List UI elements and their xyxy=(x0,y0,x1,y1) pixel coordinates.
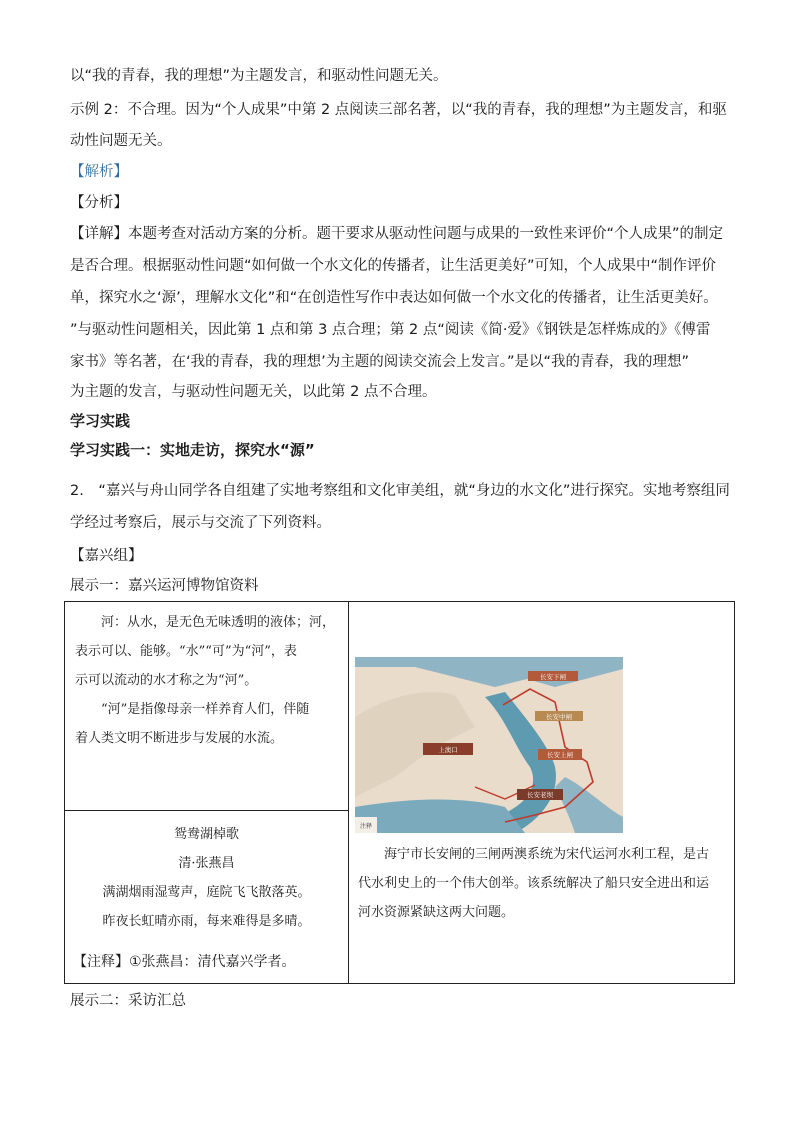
poem-author: 清·张燕昌 xyxy=(178,856,235,871)
detail-line-6: 为主题的发言，与驱动性问题无关，以此第 2 点不合理。 xyxy=(70,384,437,400)
intro-line-3: 动性问题无关。 xyxy=(70,133,172,149)
section-title: 学习实践 xyxy=(70,412,131,430)
poem-note: 【注释】①张燕昌：清代嘉兴学者。 xyxy=(73,954,296,970)
map-corner-label: 注释 xyxy=(359,823,373,830)
map-label: 长安上闸 xyxy=(547,751,573,759)
detail-line-3: 单，探究水之‘源’，理解水文化”和“在创造性写作中表达如何做一个水文化的传播者，让生活更美好。 xyxy=(70,290,718,306)
poem xyxy=(65,820,348,936)
jiexi-label: 【解析】 xyxy=(70,164,128,180)
map-label: 长安中闸 xyxy=(546,713,572,721)
he-line: 河：从水，是无色无味透明的液体；河， xyxy=(75,615,336,630)
question-2-line-1: 2. “嘉兴与舟山同学各自组建了实地考察组和文化审美组，就“身边的水文化”进行探究。实地考察组同 xyxy=(70,483,730,499)
map-label: 长安下闸 xyxy=(540,673,566,681)
group-label: 【嘉兴组】 xyxy=(70,548,143,564)
detail-line-2: 是否合理。根据驱动性问题“如何做一个水文化的传播者，让生活更美好”可知，个人成果中“制作评价 xyxy=(70,258,717,274)
poem-line: 昨夜长虹晴亦雨，每来难得是多晴。 xyxy=(102,914,311,929)
canal-map-photo xyxy=(355,657,623,833)
material-table xyxy=(64,601,735,984)
detail-line-1: 【详解】本题考查对活动方案的分析。题干要求从驱动性问题与成果的一致性来评价“个人成果”的制定 xyxy=(70,226,724,242)
detail-line-4: ”与驱动性问题相关，因此第 1 点和第 3 点合理；第 2 点“阅读《简·爱》《钢铁是怎样炼成的》《傅雷 xyxy=(70,322,711,338)
he-line: 着人类文明不断进步与发展的水流。 xyxy=(75,731,284,746)
canal-map-drawing xyxy=(355,657,623,833)
caption-line: 代水利史上的一个伟大创举。该系统解决了船只安全进出和运 xyxy=(358,876,710,891)
show2-label: 展示二：采访汇总 xyxy=(70,993,186,1009)
caption-line: 海宁市长安闸的三闸两澳系统为宋代运河水利工程，是古 xyxy=(358,847,710,862)
intro-line-1: 以“我的青春，我的理想”为主题发言，和驱动性问题无关。 xyxy=(70,68,448,84)
map-label: 长安老坝 xyxy=(527,791,553,799)
caption-line: 河水资源紧缺这两大问题。 xyxy=(358,905,515,920)
he-definition xyxy=(75,608,345,753)
question-2-line-2: 学经过考察后，展示与交流了下列资料。 xyxy=(70,515,331,531)
intro-line-2: 示例 2：不合理。因为“个人成果”中第 2 点阅读三部名著，以“我的青春，我的理想”为主题发言，和驱 xyxy=(70,102,727,118)
show1-label: 展示一：嘉兴运河博物馆资料 xyxy=(70,578,259,594)
fenxi-label: 【分析】 xyxy=(70,195,128,211)
he-line: 表示可以、能够。“水”“可”为“河”，表 xyxy=(75,644,297,659)
subsection-title: 学习实践一：实地走访，探究水“源” xyxy=(70,441,315,459)
detail-line-5: 家书》等名著，在‘我的青春，我的理想’为主题的阅读交流会上发言。”是以“我的青春，我的理想” xyxy=(70,354,690,370)
table-vertical-divider xyxy=(348,602,349,983)
he-line: “河”是指像母亲一样养育人们，伴随 xyxy=(75,702,310,717)
poem-line: 满湖烟雨湿莺声，庭院飞飞散落英。 xyxy=(102,885,311,900)
map-label: 上澳口 xyxy=(438,746,458,754)
map-caption xyxy=(358,840,733,927)
table-horizontal-divider xyxy=(65,810,348,811)
poem-title: 鸳鸯湖棹歌 xyxy=(173,827,239,842)
he-line: 示可以流动的水才称之为“河”。 xyxy=(75,673,258,688)
